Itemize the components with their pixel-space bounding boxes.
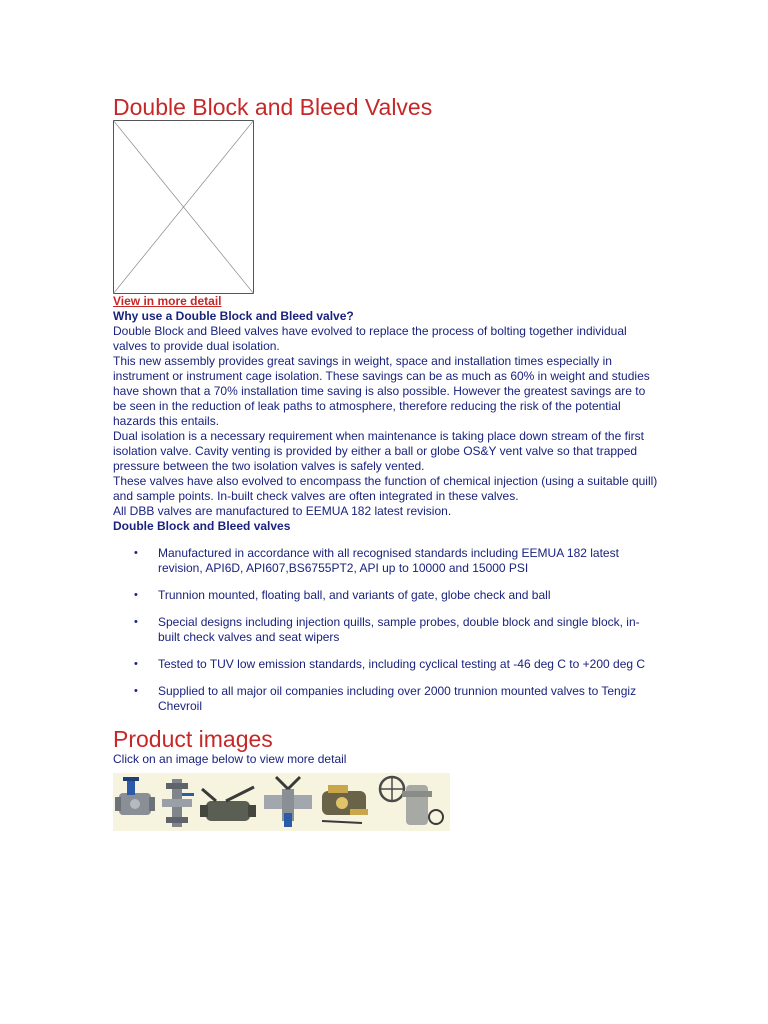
feature-list [113, 546, 658, 714]
product-images-heading: Product images [113, 726, 273, 752]
paragraph: This new assembly provides great savings in weight, space and installation times especially in instrument or instrument cage isolation. These savings can be as much as 60% in weight and studies have shown that a 70% installation time saving is also possible. However the greatest savings are to be seen in the reduction of leak paths to atmosphere, therefore reducing the risk of the potential hazards this entails. [113, 354, 650, 428]
page-title: Double Block and Bleed Valves [113, 94, 433, 120]
list-item: • Tested to TUV low emission standards, including cyclical testing at -46 deg C to +200 deg C [134, 657, 646, 671]
intro-heading: Why use a Double Block and Bleed valve? [113, 309, 354, 323]
product-thumbnail[interactable] [113, 773, 158, 831]
list-item: • Manufactured in accordance with all recognised standards including EEMUA 182 latest revision, API6D, API607,BS6755PT2, API up to 10000 and 15000 PSI [134, 546, 619, 575]
product-thumbnail-strip [113, 773, 450, 831]
paragraph: Dual isolation is a necessary requirement when maintenance is taking place down stream of the first isolation valve. Cavity venting is provided by either a ball or globe OS&Y vent valve so that trapped pressure between the two isolation valves is safely vented. [113, 429, 644, 473]
product-thumbnail[interactable] [372, 773, 450, 831]
bullet-icon: • [134, 616, 138, 628]
product-images-caption: Click on an image below to view more detail [113, 752, 347, 766]
product-thumbnail[interactable] [196, 773, 260, 831]
product-thumbnail[interactable] [260, 773, 316, 831]
paragraph: Double Block and Bleed valves have evolved to replace the process of bolting together individual valves to provide dual isolation. [113, 324, 627, 353]
list-item: • Special designs including injection quills, sample probes, double block and single block, in-built check valves and seat wipers [134, 615, 640, 644]
bullet-icon: • [134, 685, 138, 697]
bullet-icon: • [134, 589, 138, 601]
list-item: • Trunnion mounted, floating ball, and variants of gate, globe check and ball [134, 588, 551, 602]
broken-image-placeholder[interactable] [113, 120, 254, 294]
list-heading: Double Block and Bleed valves [113, 519, 291, 533]
paragraph: All DBB valves are manufactured to EEMUA 182 latest revision. [113, 504, 452, 518]
product-thumbnail[interactable] [158, 773, 196, 831]
bullet-icon: • [134, 547, 138, 559]
paragraph: These valves have also evolved to encompass the function of chemical injection (using a suitable quill) and sample points. In-built check valves are often integrated in these valves. [113, 474, 658, 503]
product-thumbnail[interactable] [316, 773, 372, 831]
article-body [113, 309, 658, 831]
view-more-detail-link[interactable]: View in more detail [113, 294, 222, 308]
list-item: • Supplied to all major oil companies including over 2000 trunnion mounted valves to Tengiz Chevroil [134, 684, 637, 713]
bullet-icon: • [134, 658, 138, 670]
